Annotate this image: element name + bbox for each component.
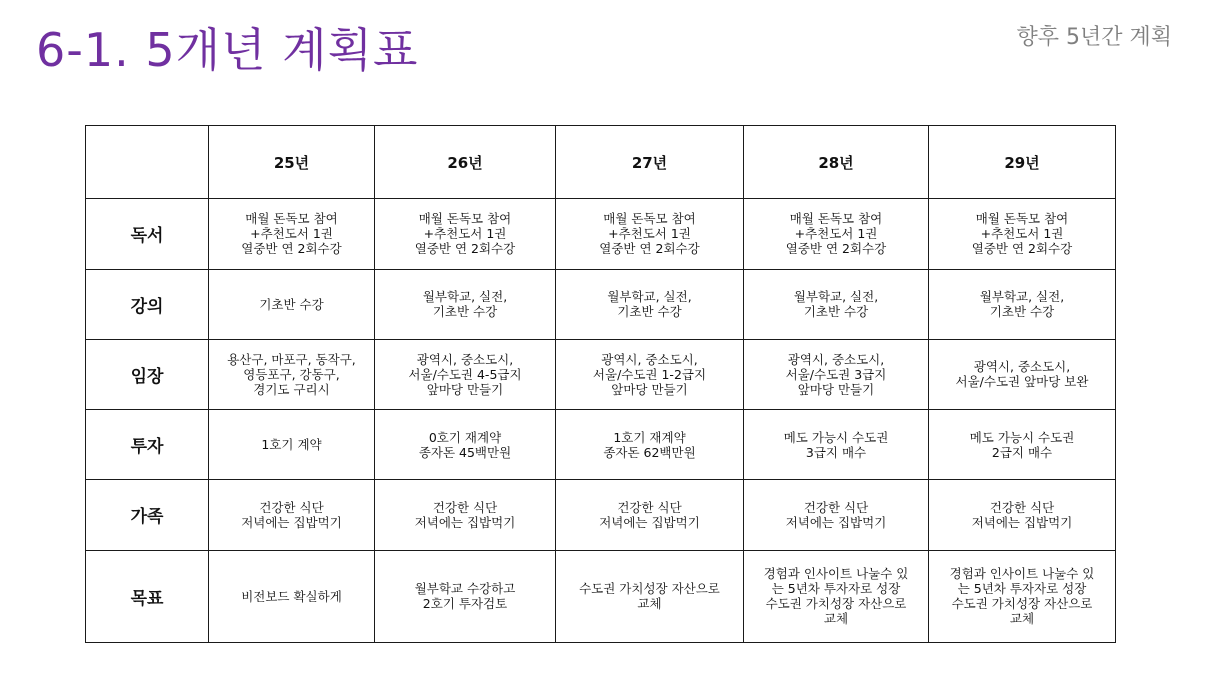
row-header-lecture: 강의 [86,269,209,339]
row-header-goal: 목표 [86,550,209,642]
row-header-family: 가족 [86,480,209,550]
table-cell: 1호기 계약 [209,410,375,480]
table-header-row [86,126,1116,199]
table-cell: 용산구, 마포구, 동작구, 영등포구, 강동구, 경기도 구리시 [209,339,375,409]
table-cell: 매월 돈독모 참여 +추천도서 1권 열중반 연 2회수강 [744,199,929,269]
table-cell: 메도 가능시 수도권 3급지 매수 [744,410,929,480]
table-cell: 월부학교, 실전, 기초반 수강 [744,269,929,339]
column-header-26: 26년 [375,126,556,199]
table-cell: 비전보드 확실하게 [209,550,375,642]
table-cell: 메도 가능시 수도권 2급지 매수 [929,410,1116,480]
row-header-fieldtrip: 임장 [86,339,209,409]
table-cell: 수도권 가치성장 자산으로 교체 [556,550,744,642]
table-cell: 건강한 식단 저녁에는 집밥먹기 [929,480,1116,550]
table-cell: 광역시, 중소도시, 서울/수도권 1-2급지 앞마당 만들기 [556,339,744,409]
table-cell: 매월 돈독모 참여 +추천도서 1권 열중반 연 2회수강 [209,199,375,269]
table-cell: 1호기 재계약 종자돈 62백만원 [556,410,744,480]
table-row-lecture [86,269,1116,339]
table-cell: 광역시, 중소도시, 서울/수도권 앞마당 보완 [929,339,1116,409]
table-cell: 건강한 식단 저녁에는 집밥먹기 [375,480,556,550]
table-cell: 월부학교, 실전, 기초반 수강 [375,269,556,339]
table-cell: 건강한 식단 저녁에는 집밥먹기 [209,480,375,550]
row-header-reading: 독서 [86,199,209,269]
row-header-investment: 투자 [86,410,209,480]
five-year-plan-table [85,125,1116,643]
column-header-28: 28년 [744,126,929,199]
table-cell: 경험과 인사이트 나눌수 있 는 5년차 투자자로 성장 수도권 가치성장 자산으로 교체 [929,550,1116,642]
table-cell: 매월 돈독모 참여 +추천도서 1권 열중반 연 2회수강 [929,199,1116,269]
table-cell: 월부학교, 실전, 기초반 수강 [929,269,1116,339]
table-cell: 매월 돈독모 참여 +추천도서 1권 열중반 연 2회수강 [375,199,556,269]
column-header-25: 25년 [209,126,375,199]
column-header-29: 29년 [929,126,1116,199]
table-cell: 매월 돈독모 참여 +추천도서 1권 열중반 연 2회수강 [556,199,744,269]
table-cell: 기초반 수강 [209,269,375,339]
column-header-27: 27년 [556,126,744,199]
table-row-goal [86,550,1116,642]
table-cell: 광역시, 중소도시, 서울/수도권 3급지 앞마당 만들기 [744,339,929,409]
table-cell: 광역시, 중소도시, 서울/수도권 4-5급지 앞마당 만들기 [375,339,556,409]
table-corner-cell [86,126,209,199]
table-cell: 월부학교, 실전, 기초반 수강 [556,269,744,339]
table-cell: 월부학교 수강하고 2호기 투자검토 [375,550,556,642]
table-row-family [86,480,1116,550]
table-cell: 경험과 인사이트 나눌수 있 는 5년차 투자자로 성장 수도권 가치성장 자산으로 교체 [744,550,929,642]
table-cell: 건강한 식단 저녁에는 집밥먹기 [556,480,744,550]
page-subtitle: 향후 5년간 계획 [1016,25,1172,50]
table-row-fieldtrip [86,339,1116,409]
table-cell: 0호기 재계약 종자돈 45백만원 [375,410,556,480]
table-row-reading [86,199,1116,269]
page-title: 6-1. 5개년 계획표 [36,23,419,77]
table-row-investment [86,410,1116,480]
table-cell: 건강한 식단 저녁에는 집밥먹기 [744,480,929,550]
